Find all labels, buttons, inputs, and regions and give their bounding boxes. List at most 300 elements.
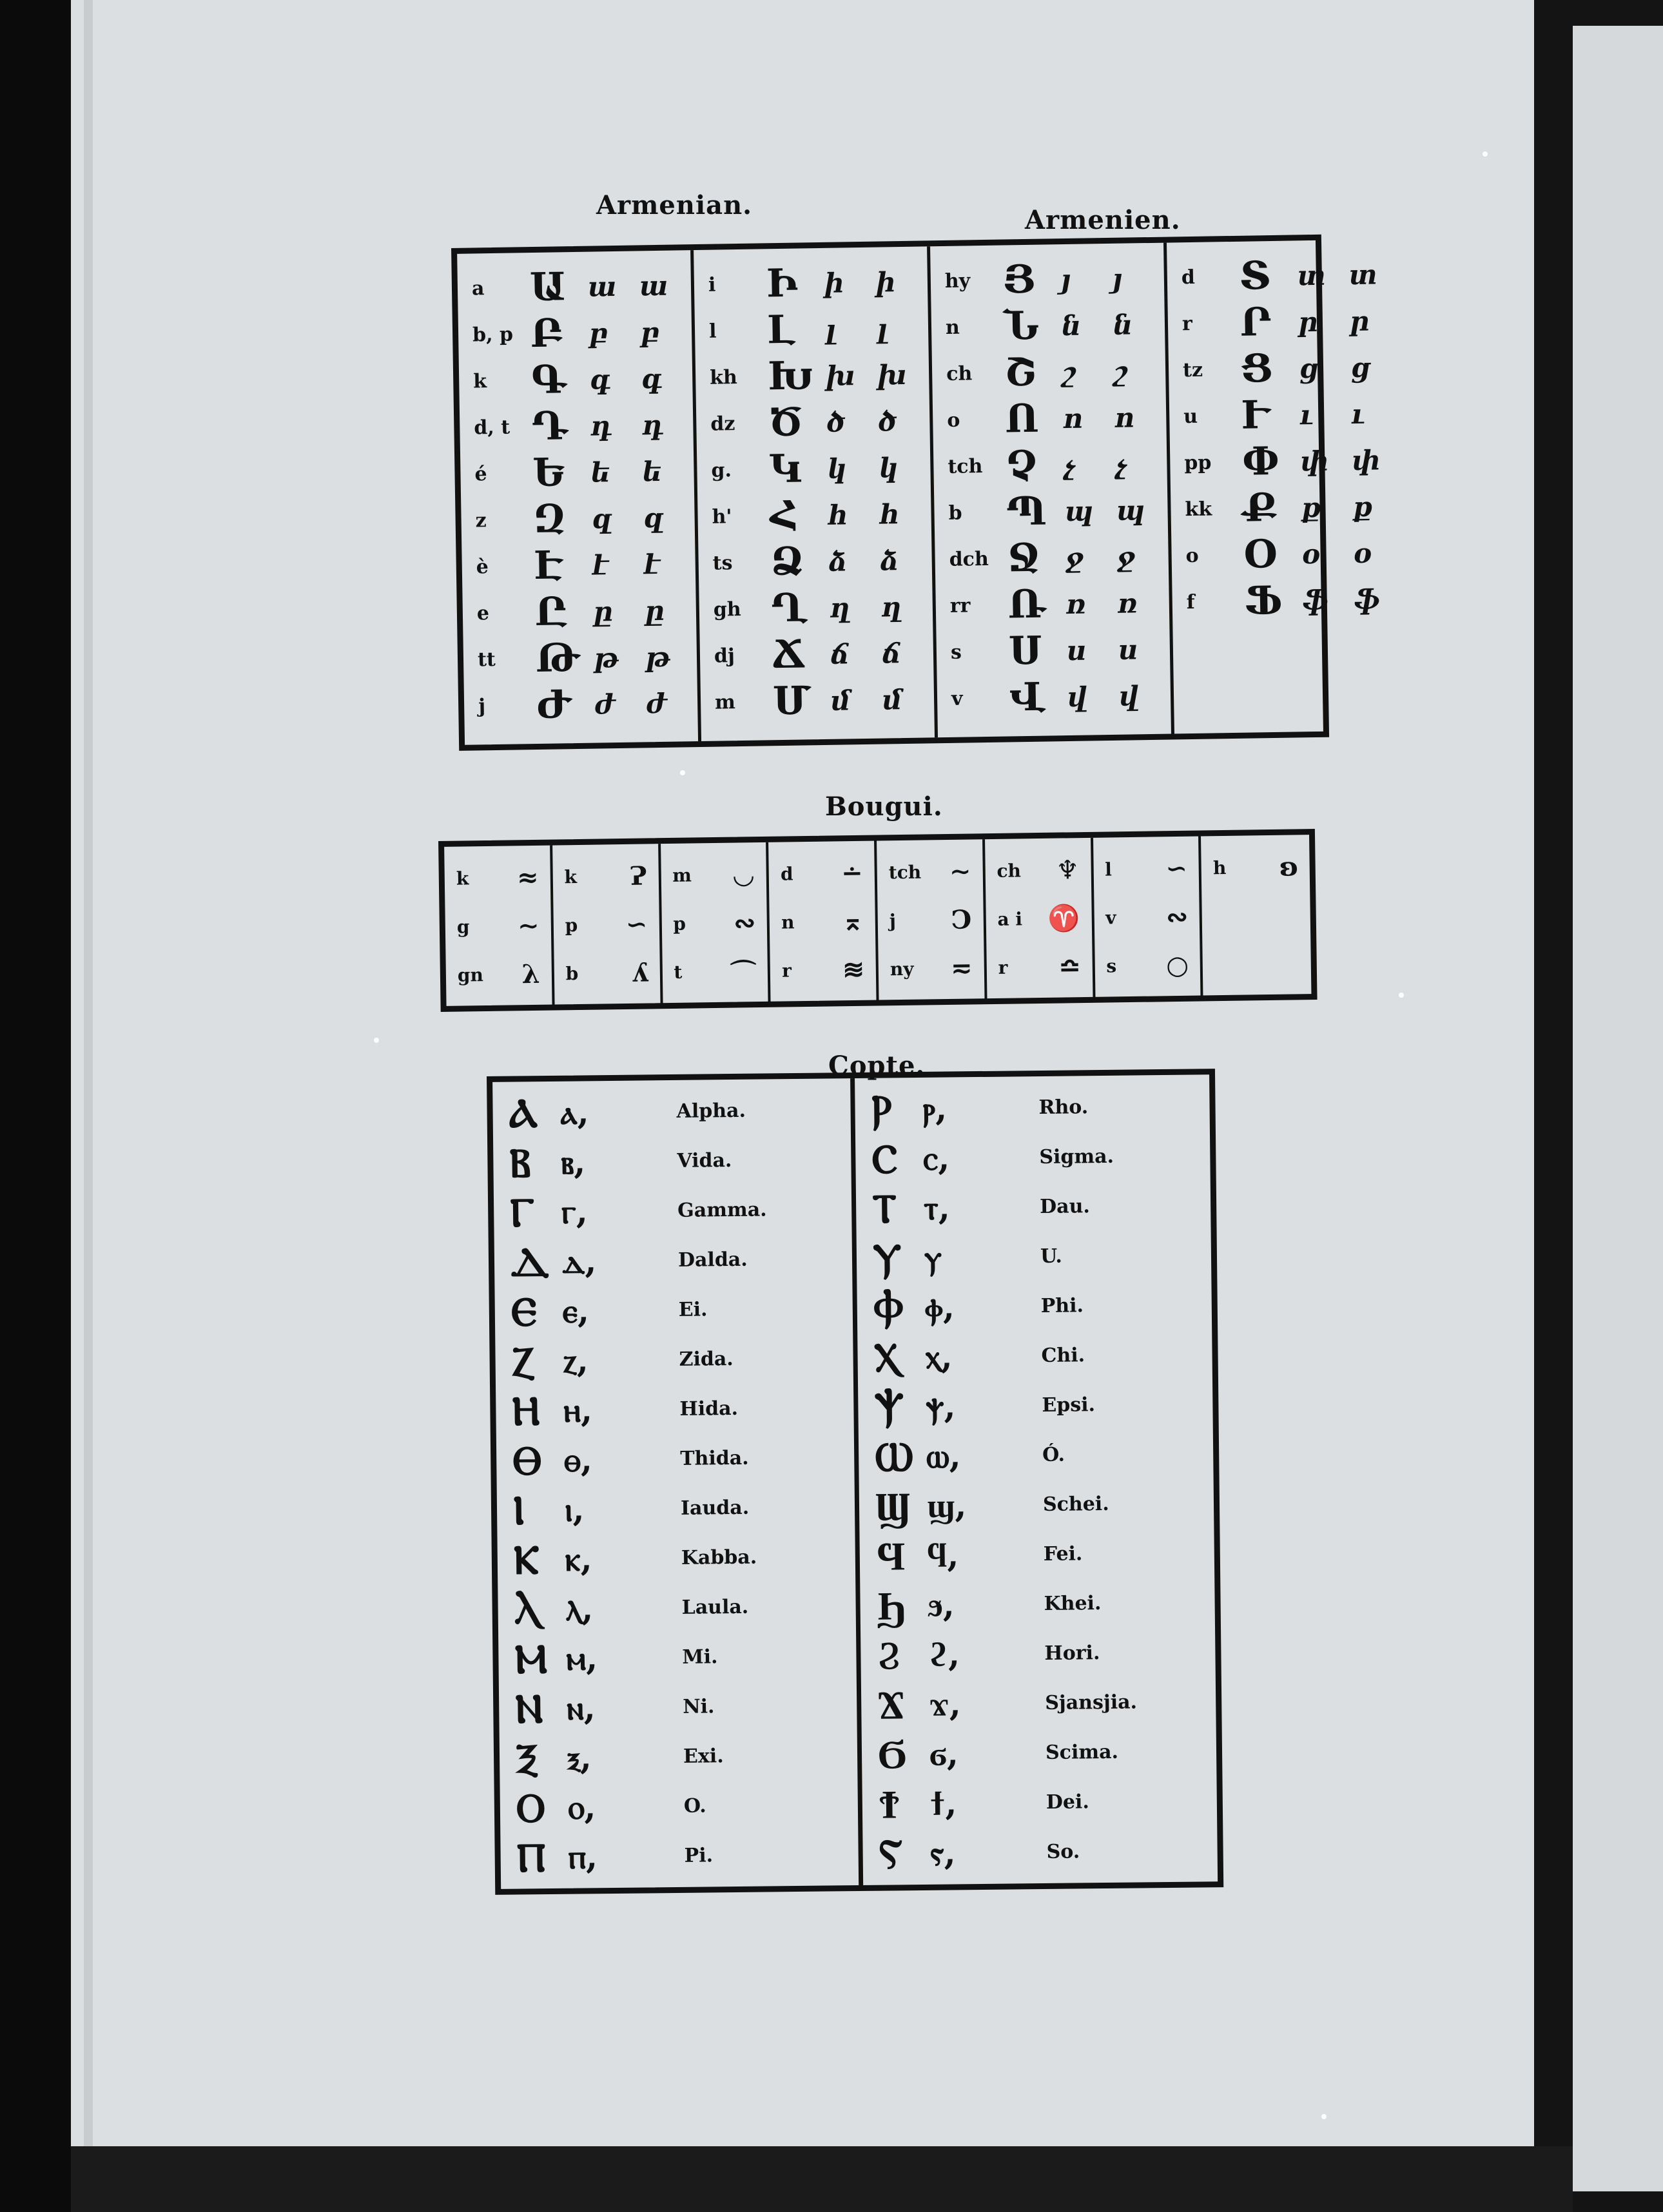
armenian-column: [694, 246, 938, 741]
armenian-capital-letter: Ե: [532, 450, 565, 496]
copte-letter-name: Sjansjia.: [1045, 1691, 1138, 1714]
armenian-transliteration: tch: [948, 454, 983, 478]
armenian-letter-row: [712, 490, 925, 540]
copte-capital-letter: Ⲡ: [516, 1833, 546, 1881]
bougui-letter-row: [449, 853, 545, 903]
armenian-cursive-letter: շ: [1113, 355, 1128, 387]
armenian-letter-row: [710, 398, 924, 447]
copte-letter-row: [511, 1333, 847, 1386]
armenian-transliteration: g.: [711, 458, 732, 482]
copte-capital-letter: Ⲣ: [871, 1085, 893, 1133]
copte-small-letter: ϫ,: [928, 1684, 962, 1724]
armenian-transliteration: o: [1185, 544, 1199, 567]
armenian-capital-letter: Փ: [1241, 438, 1280, 485]
armenian-cursive-letter: ծ: [877, 405, 897, 438]
bougui-glyph: ♆: [1056, 855, 1080, 886]
bougui-column: [444, 846, 554, 1007]
armenian-capital-letter: Բ: [530, 311, 563, 357]
armenian-cursive-letter: ղ: [880, 590, 902, 623]
armenian-letter-row: [1183, 344, 1396, 393]
bougui-glyph: ≈: [516, 862, 539, 893]
copte-small-letter: ⲭ,: [925, 1336, 953, 1377]
page-edge-left: [84, 0, 93, 2146]
copte-letter-row: [873, 1279, 1209, 1332]
bougui-letter-row: [991, 894, 1087, 944]
armenian-capital-letter: Յ: [1002, 257, 1036, 303]
armenian-letter-row: [946, 347, 1160, 397]
armenian-letter-row: [477, 633, 690, 683]
bougui-glyph: ʎ: [631, 957, 648, 988]
bougui-letter-row: [667, 947, 763, 996]
armenian-cursive-letter: ս: [1118, 633, 1138, 666]
bougui-transliteration: s: [1106, 955, 1117, 977]
armenian-cursive-letter: լ: [876, 312, 888, 345]
armenian-capital-letter: Օ: [1243, 531, 1278, 577]
bougui-glyph: ⌒: [730, 958, 757, 989]
armenian-letter-row: [474, 401, 687, 451]
armenian-transliteration: h': [712, 505, 732, 529]
copte-letter-row: [513, 1482, 849, 1535]
copte-small-letter: ⲕ,: [565, 1538, 592, 1579]
bougui-transliteration: r: [998, 956, 1008, 978]
armenian-capital-letter: Զ: [533, 496, 566, 543]
armenian-cursive-letter: է: [643, 548, 661, 580]
bougui-column: [552, 844, 663, 1005]
copte-letter-name: Laula.: [681, 1595, 749, 1619]
copte-small-letter: ⲩ: [924, 1237, 942, 1277]
copte-small-letter: ⲇ,: [561, 1241, 597, 1281]
armenian-letter-row: [1185, 529, 1399, 579]
copte-capital-letter: Ⲫ: [873, 1283, 904, 1332]
armenian-small-letter: օ: [1301, 538, 1321, 570]
armenian-transliteration: f: [1186, 590, 1195, 614]
armenian-transliteration: d: [1181, 266, 1196, 289]
copte-capital-letter: Ϫ: [877, 1680, 905, 1729]
armenian-small-letter: ֆ: [1302, 584, 1329, 616]
copte-letter-row: [877, 1676, 1213, 1729]
copte-letter-name: U.: [1040, 1245, 1063, 1268]
copte-letter-name: Exi.: [683, 1745, 724, 1768]
armenian-capital-letter: Ծ: [768, 400, 804, 446]
bougui-column: [768, 841, 879, 1003]
bougui-glyph: ♈: [1047, 903, 1080, 934]
copte-letter-row: [871, 1130, 1207, 1183]
copte-letter-name: Ni.: [683, 1695, 715, 1718]
armenian-letter-row: [1181, 251, 1394, 300]
bougui-column: [1201, 835, 1311, 996]
armenian-cursive-letter: ե: [642, 455, 663, 487]
armenian-small-letter: դ: [589, 409, 612, 442]
copte-letter-row: [875, 1478, 1211, 1531]
copte-letter-name: Pi.: [684, 1844, 714, 1867]
armenian-small-letter: զ: [591, 502, 612, 535]
armenian-capital-letter: Ս: [1008, 628, 1043, 674]
armenian-capital-letter: Մ: [772, 678, 812, 724]
armenian-capital-letter: Ւ: [1241, 393, 1270, 438]
armenian-capital-letter: Ի: [766, 260, 798, 307]
armenian-letter-row: [944, 255, 1158, 304]
copte-letter-row: [878, 1726, 1214, 1779]
armenian-cursive-letter: ը: [644, 594, 665, 626]
copte-small-letter: ϧ,: [928, 1585, 955, 1625]
copte-letter-row: [871, 1081, 1207, 1134]
armenian-transliteration: u: [1183, 405, 1198, 428]
armenian-transliteration: pp: [1184, 451, 1212, 474]
armenian-capital-letter: Ք: [1242, 485, 1278, 531]
bougui-transliteration: tch: [888, 861, 922, 884]
armenian-small-letter: ի: [824, 266, 844, 299]
copte-letter-row: [878, 1776, 1214, 1829]
copte-small-letter: ⲓ,: [564, 1489, 585, 1529]
bougui-glyph: Ͻ: [951, 904, 972, 935]
bougui-letter-row: [451, 950, 547, 1000]
copte-capital-letter: Ⲍ: [511, 1337, 535, 1385]
armenian-small-letter: ժ: [594, 688, 616, 721]
copte-letter-name: Scima.: [1045, 1740, 1119, 1764]
armenian-capital-letter: Ղ: [771, 585, 808, 632]
armenian-cursive-letter: ֆ: [1354, 583, 1381, 616]
armenian-capital-letter: Խ: [767, 353, 815, 400]
armenian-transliteration: è: [476, 555, 489, 578]
armenian-transliteration: ts: [712, 551, 733, 575]
armenian-letter-row: [949, 533, 1162, 583]
armenian-small-letter: ձ: [828, 545, 848, 577]
copte-letter-name: Iauda.: [680, 1496, 750, 1520]
armenian-cursive-letter: ի: [875, 266, 896, 298]
armenian-transliteration: gh: [713, 597, 741, 621]
copte-letter-name: O.: [683, 1794, 706, 1818]
armenian-cursive-letter: օ: [1353, 537, 1373, 569]
copte-letter-name: Sigma.: [1039, 1145, 1114, 1169]
copte-letter-row: [513, 1531, 849, 1584]
armenian-small-letter: փ: [1299, 445, 1329, 477]
armenian-capital-letter: Պ: [1006, 489, 1047, 535]
armenian-cursive-letter: ն: [1113, 308, 1133, 341]
armenian-capital-letter: Դ: [531, 403, 568, 450]
armenian-letter-row: [708, 258, 921, 308]
bougui-column: [985, 838, 1095, 1000]
armenian-capital-letter: Ո: [1004, 396, 1040, 442]
bougui-letter-row: [882, 847, 978, 897]
bougui-glyph: ⌅: [841, 906, 864, 937]
copte-letter-name: Dei.: [1045, 1790, 1089, 1814]
copte-letter-name: Hori.: [1044, 1642, 1100, 1665]
copte-small-letter: ⲁ,: [560, 1092, 589, 1132]
armenian-capital-letter: Ն: [1003, 303, 1040, 349]
armenian-transliteration: i: [708, 273, 716, 296]
copte-capital-letter: Ⲃ: [509, 1138, 531, 1187]
armenian-letter-row: [1185, 483, 1398, 532]
copte-title: Copte.: [828, 1051, 926, 1081]
copte-column-right: [855, 1074, 1221, 1885]
bougui-letter-row: [775, 946, 871, 995]
armenian-cursive-letter: ա: [639, 269, 668, 302]
armenian-small-letter: ղ: [829, 591, 850, 624]
copte-letter-row: [511, 1283, 846, 1336]
armenian-cursive-letter: տ: [1348, 258, 1377, 291]
copte-letter-name: Mi.: [682, 1645, 718, 1669]
copte-letter-row: [874, 1379, 1210, 1431]
bougui-letter-row: [1206, 842, 1305, 892]
armenian-alphabet-table: [451, 235, 1381, 751]
armenian-small-letter: ց: [1298, 352, 1319, 384]
copte-small-letter: ⲥ,: [923, 1138, 950, 1178]
bougui-transliteration: d: [780, 863, 793, 885]
copte-small-letter: ϯ,: [929, 1783, 957, 1823]
bougui-column: [877, 839, 987, 1001]
armenian-letter-row: [471, 262, 685, 311]
copte-capital-letter: Ϩ: [877, 1631, 902, 1679]
copte-small-letter: ⲗ,: [565, 1588, 594, 1629]
armenian-small-letter: ջ: [1065, 541, 1084, 574]
armenian-transliteration: j: [478, 694, 486, 717]
armenian-cursive-letter: յ: [1112, 262, 1123, 295]
copte-letter-name: Gamma.: [677, 1198, 767, 1222]
bougui-letter-row: [559, 948, 655, 998]
copte-capital-letter: Ⲇ: [510, 1237, 550, 1286]
armenian-title-fr: Armenien.: [1025, 205, 1181, 235]
armenian-transliteration: m: [714, 690, 736, 714]
copte-letter-name: So.: [1046, 1840, 1080, 1863]
copte-small-letter: ⲏ,: [563, 1390, 593, 1430]
bougui-transliteration: m: [672, 864, 692, 886]
armenian-transliteration: tz: [1182, 358, 1203, 382]
armenian-capital-letter: Ջ: [1007, 535, 1040, 581]
armenian-cursive-letter: թ: [645, 641, 670, 673]
copte-small-letter: ϭ,: [929, 1734, 959, 1774]
copte-small-letter: ⲧ,: [923, 1187, 951, 1228]
armenian-capital-letter: Ր: [1240, 300, 1272, 345]
armenian-letter-row: [476, 587, 690, 636]
armenian-small-letter: տ: [1297, 259, 1326, 291]
armenian-capital-letter: Ժ: [536, 682, 572, 728]
armenian-cursive-letter: զ: [643, 501, 664, 534]
armenian-capital-letter: Է: [534, 543, 564, 589]
armenian-transliteration: rr: [949, 594, 971, 617]
bougui-letter-row: [773, 849, 870, 898]
armenian-letter-row: [947, 394, 1160, 443]
armenian-transliteration: r: [1182, 312, 1193, 335]
copte-letter-row: [876, 1577, 1212, 1630]
copte-letter-row: [875, 1528, 1211, 1580]
copte-small-letter: ⲃ,: [561, 1141, 586, 1182]
armenian-capital-letter: Ֆ: [1244, 577, 1283, 624]
armenian-small-letter: բ: [588, 316, 608, 349]
armenian-small-letter: ր: [1298, 306, 1318, 338]
copte-capital-letter: Ⲟ: [516, 1783, 546, 1832]
armenian-transliteration: kh: [709, 365, 738, 389]
bougui-letter-row: [450, 902, 546, 951]
copte-letter-name: Zida.: [679, 1348, 734, 1371]
bougui-transliteration: k: [564, 866, 578, 888]
bougui-transliteration: gn: [457, 964, 484, 986]
armenian-column: [457, 250, 701, 745]
bougui-letter-row: [1098, 844, 1194, 894]
copte-small-letter: ⲡ,: [568, 1836, 598, 1877]
copte-small-letter: ⲯ,: [926, 1386, 956, 1426]
copte-letter-name: Phi.: [1040, 1294, 1084, 1318]
copte-capital-letter: Ⲯ: [874, 1382, 904, 1431]
armenian-transliteration: dz: [710, 412, 735, 436]
copte-capital-letter: Ϭ: [877, 1730, 908, 1778]
copte-small-letter: ⲱ,: [926, 1435, 962, 1476]
armenian-small-letter: ւ: [1299, 398, 1314, 431]
armenian-transliteration: e: [476, 601, 490, 625]
copte-small-letter: ⲙ,: [566, 1638, 598, 1678]
armenian-capital-letter: Ռ: [1007, 581, 1046, 628]
armenian-letter-row: [712, 537, 926, 587]
bougui-glyph: ∼: [949, 856, 971, 887]
armenian-transliteration: o: [947, 409, 960, 432]
copte-small-letter: ⲍ,: [563, 1340, 589, 1381]
bougui-transliteration: k: [456, 868, 469, 889]
armenian-capital-letter: Լ: [766, 307, 795, 353]
bougui-transliteration: ny: [890, 958, 914, 980]
armenian-cursive-letter: պ: [1116, 494, 1145, 527]
bougui-letter-row: [666, 898, 763, 948]
copte-letter-row: [514, 1631, 850, 1683]
bougui-transliteration: l: [1104, 859, 1113, 880]
copte-small-letter: ϩ,: [928, 1635, 960, 1674]
copte-letter-row: [516, 1730, 851, 1783]
armenian-letter-row: [472, 308, 686, 358]
scan-speck: [680, 770, 685, 775]
copte-letter-name: Kabba.: [681, 1546, 757, 1569]
copte-capital-letter: Ⲋ: [879, 1829, 903, 1877]
armenian-cursive-letter: ժ: [645, 687, 667, 719]
armenian-cursive-letter: ռ: [1117, 587, 1138, 619]
copte-alphabet-table: [487, 1069, 1223, 1895]
armenian-capital-letter: Թ: [535, 635, 580, 682]
bougui-letter-row: [883, 944, 979, 993]
armenian-cursive-letter: մ: [882, 683, 902, 716]
armenian-letter-row: [709, 305, 922, 354]
bougui-transliteration: p: [673, 913, 686, 935]
bougui-letter-row: [775, 897, 871, 947]
copte-letter-row: [511, 1234, 846, 1286]
copte-capital-letter: Ⲅ: [509, 1188, 535, 1236]
armenian-cursive-letter: հ: [879, 498, 900, 530]
copte-small-letter: ⲅ,: [561, 1191, 588, 1232]
bougui-transliteration: r: [781, 960, 792, 982]
armenian-transliteration: d, t: [474, 416, 511, 439]
armenian-letter-row: [1184, 436, 1397, 486]
scan-speck: [374, 1038, 379, 1043]
copte-capital-letter: Ⲁ: [509, 1089, 538, 1137]
copte-capital-letter: Ϯ: [878, 1780, 900, 1828]
armenian-cursive-letter: չ: [1115, 448, 1127, 480]
bougui-glyph: ○: [1165, 949, 1189, 981]
armenian-cursive-letter: ջ: [1116, 540, 1136, 573]
bougui-alphabet-table: [438, 829, 1318, 1012]
armenian-letter-row: [1182, 297, 1395, 347]
bougui-glyph: ≋: [842, 954, 865, 985]
copte-capital-letter: Ⲱ: [874, 1432, 914, 1480]
copte-small-letter: ⲣ,: [922, 1089, 948, 1129]
armenian-letter-row: [475, 494, 688, 543]
bougui-letter-row: [1207, 891, 1305, 940]
armenian-letter-row: [710, 351, 923, 401]
armenian-transliteration: k: [472, 369, 487, 393]
armenian-transliteration: s: [950, 641, 962, 664]
bougui-transliteration: h: [1212, 857, 1227, 879]
copte-small-letter: ⲉ,: [562, 1290, 590, 1331]
armenian-small-letter: կ: [827, 452, 848, 485]
armenian-letter-row: [1186, 576, 1399, 625]
copte-letter-name: Ó.: [1042, 1443, 1065, 1467]
armenian-cursive-letter: ց: [1350, 351, 1370, 383]
armenian-letter-row: [1183, 390, 1397, 440]
copte-capital-letter: Ⲗ: [514, 1585, 541, 1633]
armenian-cursive-letter: կ: [879, 451, 899, 484]
armenian-transliteration: é: [474, 462, 487, 485]
facing-page: [1573, 26, 1663, 2191]
copte-letter-row: [516, 1780, 851, 1832]
armenian-capital-letter: Չ: [1005, 442, 1038, 489]
bougui-transliteration: p: [565, 914, 578, 936]
copte-letter-row: [873, 1329, 1209, 1382]
bougui-glyph: ∽: [625, 909, 648, 940]
bougui-glyph: Ɂ: [629, 860, 647, 891]
armenian-capital-letter: Ց: [1240, 345, 1274, 392]
armenian-cursive-letter: ճ: [881, 637, 901, 670]
copte-small-letter: ⲑ,: [563, 1439, 593, 1480]
armenian-capital-letter: Հ: [770, 492, 799, 539]
copte-capital-letter: Ⲥ: [871, 1134, 898, 1183]
copte-letter-name: Vida.: [677, 1149, 732, 1172]
scan-speck: [1321, 2114, 1327, 2119]
bougui-glyph: ∼: [517, 910, 540, 942]
armenian-small-letter: յ: [1060, 263, 1071, 295]
copte-capital-letter: Ⲕ: [513, 1535, 540, 1584]
armenian-column: [1167, 239, 1408, 734]
armenian-letter-row: [476, 540, 689, 590]
armenian-transliteration: n: [945, 316, 960, 339]
copte-letter-row: [516, 1829, 852, 1882]
armenian-transliteration: kk: [1185, 498, 1212, 521]
bougui-glyph: ∽: [1165, 853, 1188, 884]
bougui-letter-row: [882, 895, 978, 945]
armenian-letter-row: [951, 672, 1165, 722]
copte-column-left: [492, 1078, 863, 1889]
copte-capital-letter: Ⲩ: [872, 1234, 902, 1282]
armenian-small-letter: ճ: [830, 637, 850, 670]
armenian-small-letter: շ: [1062, 356, 1076, 388]
armenian-small-letter: ա: [587, 270, 617, 303]
copte-small-letter: ⲋ,: [930, 1832, 956, 1873]
armenian-transliteration: dj: [714, 644, 735, 668]
copte-letter-name: Chi.: [1041, 1344, 1085, 1368]
copte-letter-row: [512, 1432, 848, 1485]
bougui-column: [661, 842, 771, 1004]
armenian-letter-row: [948, 440, 1161, 490]
armenian-letter-row: [473, 354, 686, 404]
copte-small-letter: ⲝ,: [567, 1737, 592, 1778]
bougui-letter-row: [990, 846, 1086, 895]
copte-small-letter: ⲫ,: [924, 1286, 955, 1327]
armenian-transliteration: ch: [946, 362, 973, 385]
copte-letter-name: Thida.: [680, 1446, 749, 1470]
copte-capital-letter: Ⲭ: [873, 1333, 900, 1381]
copte-letter-row: [514, 1581, 850, 1634]
copte-letter-name: Khei.: [1044, 1592, 1102, 1615]
copte-letter-row: [877, 1627, 1212, 1680]
armenian-small-letter: հ: [828, 498, 848, 531]
armenian-small-letter: ո: [1062, 402, 1084, 434]
armenian-letter-row: [478, 679, 692, 729]
bougui-title: Bougui.: [825, 791, 943, 822]
copte-capital-letter: Ⲓ: [512, 1486, 525, 1534]
